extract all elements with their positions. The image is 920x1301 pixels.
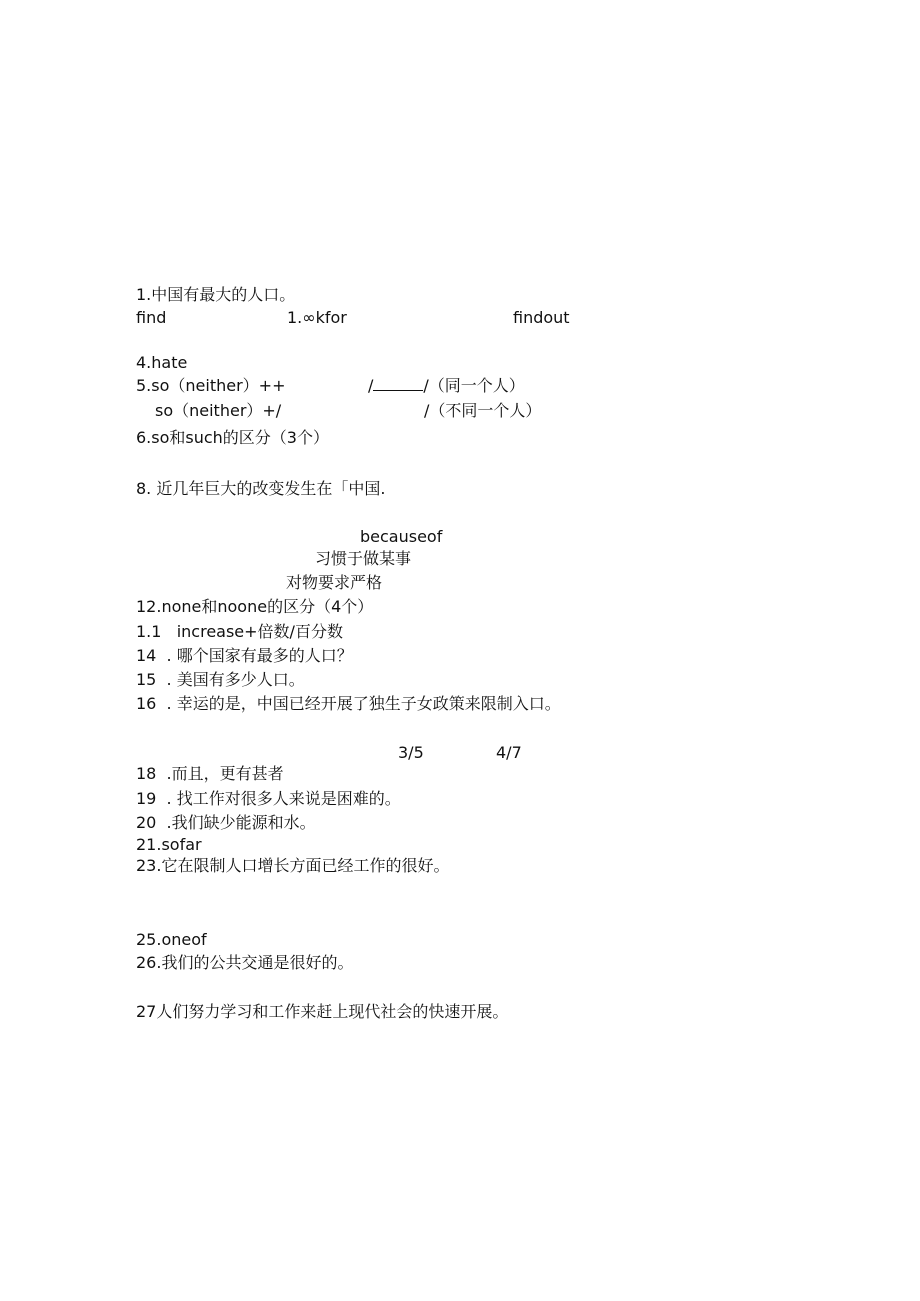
item-20: 20 .我们缺少能源和水。	[136, 813, 316, 832]
item-5-sub: so（neither）+/	[155, 401, 282, 420]
item-18: 18 .而且，更有甚者	[136, 764, 284, 783]
item-27: 27人们努力学习和工作来赶上现代社会的快速开展。	[136, 1002, 509, 1021]
item-14: 14 . 哪个国家有最多的人口？	[136, 646, 353, 665]
item-5-blank	[368, 376, 525, 396]
item-17-fraction-a: 3/5	[398, 743, 424, 762]
item-23: 23.它在限制人口增长方面已经工作的很好。	[136, 856, 450, 875]
slash-right: /	[423, 376, 429, 395]
item-13: 1.1 increase+倍数/百分数	[136, 622, 343, 641]
item-5: 5.so（neither）++	[136, 376, 286, 395]
item-25: 25.oneof	[136, 930, 207, 949]
item-26: 26.我们的公共交通是很好的。	[136, 953, 354, 972]
item-8: 8. 近几年巨大的改变发生在「中国.	[136, 479, 386, 498]
item-11: 对物要求严格	[286, 573, 383, 592]
item-16: 16 . 幸运的是，中国已经开展了独生子女政策来限制入口。	[136, 694, 561, 713]
item-4: 4.hate	[136, 353, 188, 372]
item-2-findout: findout	[513, 308, 570, 327]
item-2-lookfor: 1.∞kfor	[287, 308, 347, 327]
item-21: 21.sofar	[136, 835, 202, 854]
slash-left: /	[368, 376, 374, 395]
item-15: 15 . 美国有多少人口。	[136, 670, 305, 689]
item-12: 12.none和noone的区分（4个）	[136, 597, 374, 616]
item-6: 6.so和such的区分（3个）	[136, 428, 329, 447]
item-19: 19 . 找工作对很多人来说是困难的。	[136, 789, 401, 808]
blank-underline	[373, 376, 423, 391]
item-10: 习惯于做某事	[315, 549, 412, 568]
item-2-find: find	[136, 308, 167, 327]
same-person-note: （同一个人）	[428, 376, 525, 395]
item-17-fraction-b: 4/7	[496, 743, 522, 762]
item-9: becauseof	[360, 527, 443, 546]
item-1: 1.中国有最大的人口。	[136, 285, 296, 304]
item-5-sub-note: /（不同一个人）	[424, 401, 542, 420]
